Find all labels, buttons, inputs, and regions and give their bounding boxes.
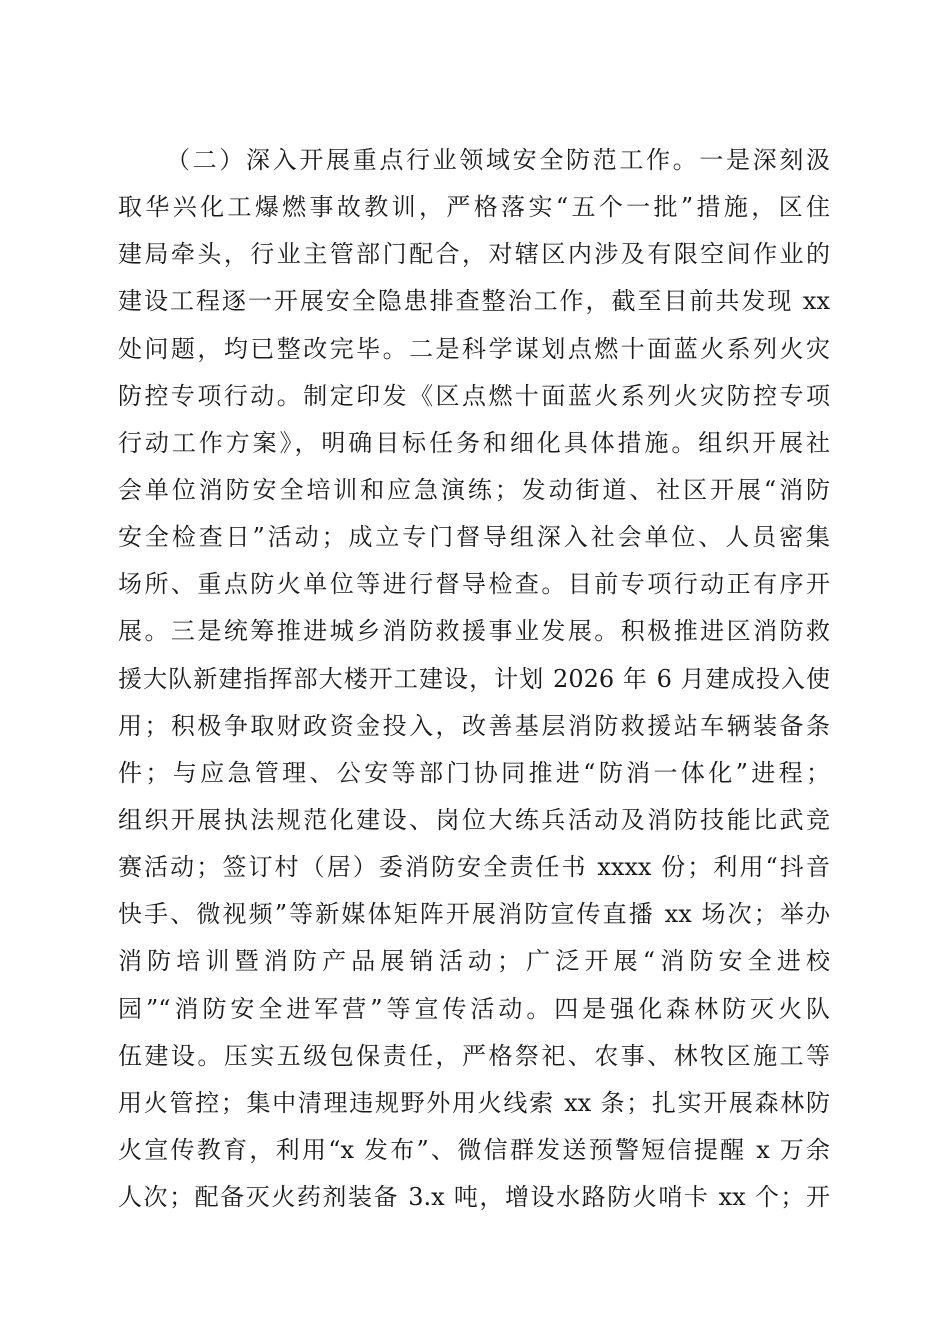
- text-line-13: 用；积极争取财政资金投入，改善基层消防救援站车辆装备条: [118, 711, 830, 740]
- text-line-3: 建局牵头，行业主管部门配合，对辖区内涉及有限空间作业的: [118, 240, 830, 269]
- text-line-14: 件；与应急管理、公安等部门协同推进“防消一体化”进程；: [118, 758, 830, 787]
- text-line-1: （二）深入开展重点行业领域安全防范工作。一是深刻汲: [166, 146, 830, 174]
- text-line-4: 建设工程逐一开展安全隐患排查整治工作，截至目前共发现 xx: [118, 287, 830, 316]
- text-line-9: 安全检查日”活动；成立专门督导组深入社会单位、人员密集: [118, 523, 830, 552]
- text-line-23: 人次；配备灭火药剂装备 3.x 吨，增设水路防火哨卡 xx 个；开: [118, 1183, 830, 1212]
- text-line-12: 援大队新建指挥部大楼开工建设，计划 2026 年 6 月建成投入使: [118, 664, 830, 693]
- text-line-2: 取华兴化工爆燃事故教训，严格落实“五个一批”措施，区住: [118, 193, 830, 222]
- body-paragraph: [118, 137, 830, 1221]
- text-line-16: 赛活动；签订村（居）委消防安全责任书 xxxx 份；利用“抖音: [118, 853, 830, 882]
- text-line-8: 会单位消防安全培训和应急演练；发动街道、社区开展“消防: [118, 475, 830, 504]
- text-line-15: 组织开展执法规范化建设、岗位大练兵活动及消防技能比武竞: [118, 805, 830, 834]
- text-line-18: 消防培训暨消防产品展销活动；广泛开展“消防安全进校: [118, 947, 830, 976]
- text-line-10: 场所、重点防火单位等进行督导检查。目前专项行动正有序开: [118, 570, 830, 599]
- text-line-11: 展。三是统筹推进城乡消防救援事业发展。积极推进区消防救: [118, 617, 830, 646]
- text-line-7: 行动工作方案》，明确目标任务和细化具体措施。组织开展社: [118, 428, 830, 457]
- text-line-20: 伍建设。压实五级包保责任，严格祭祀、农事、林牧区施工等: [118, 1041, 830, 1070]
- text-line-5: 处问题，均已整改完毕。二是科学谋划点燃十面蓝火系列火灾: [118, 334, 830, 363]
- text-line-22: 火宣传教育，利用“x 发布”、微信群发送预警短信提醒 x 万余: [118, 1135, 830, 1164]
- text-line-19: 园”“消防安全进军营”等宣传活动。四是强化森林防灭火队: [118, 994, 830, 1023]
- text-line-17: 快手、微视频”等新媒体矩阵开展消防宣传直播 xx 场次；举办: [118, 900, 830, 929]
- text-line-6: 防控专项行动。制定印发《区点燃十面蓝火系列火灾防控专项: [118, 381, 830, 410]
- text-line-21: 用火管控；集中清理违规野外用火线索 xx 条；扎实开展森林防: [118, 1088, 830, 1117]
